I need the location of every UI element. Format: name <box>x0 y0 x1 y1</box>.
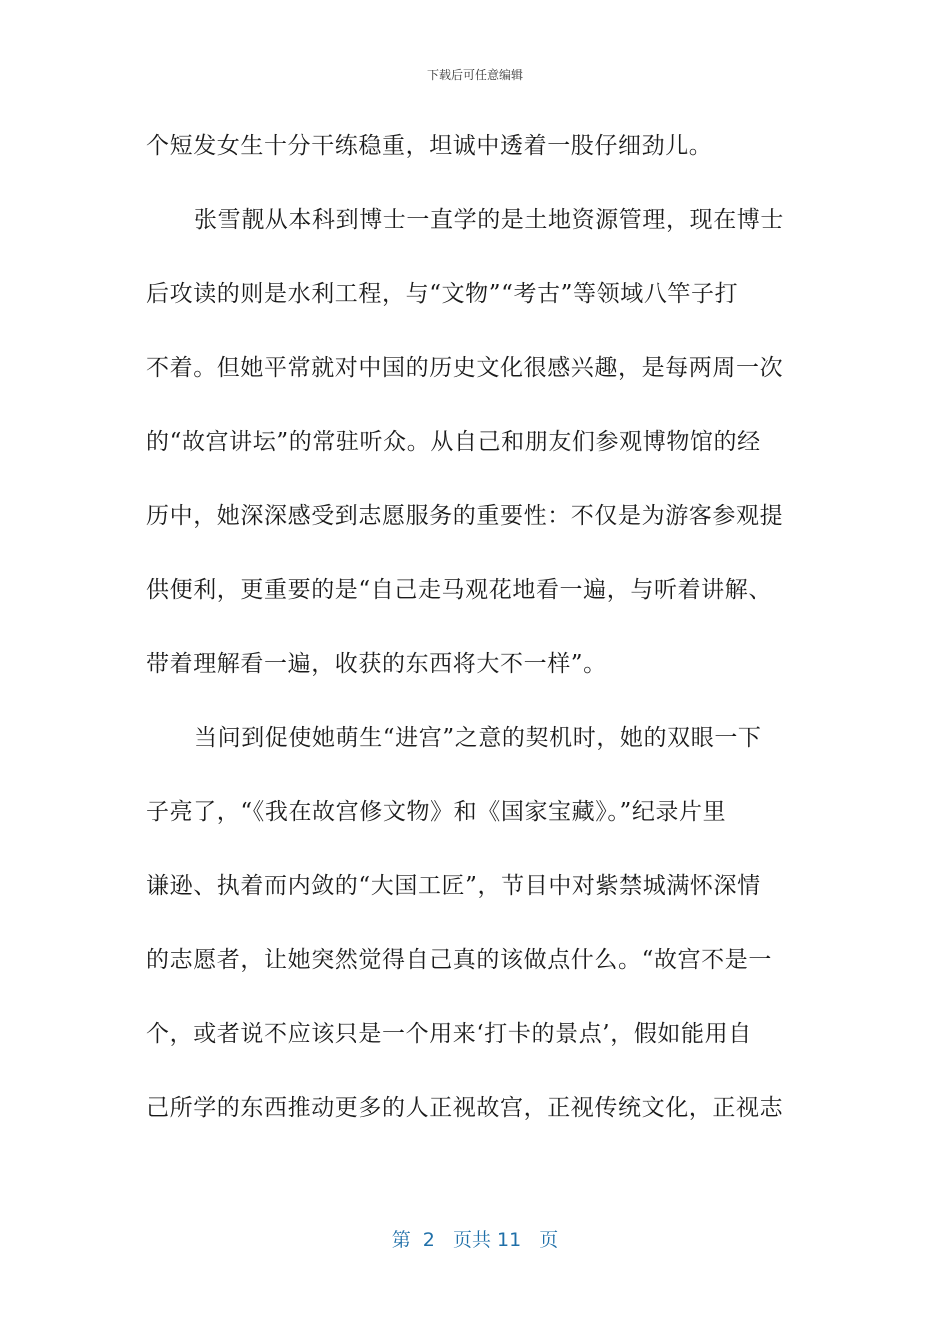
page-header: 下载后可任意编辑 <box>426 68 523 82</box>
text-line: 个，或者说不应该只是一个用来‘打卡的景点’，假如能用自 <box>146 1021 752 1047</box>
text-line: 子亮了，“《我在故宫修文物》和《国家宝藏》。”纪录片里 <box>146 799 727 825</box>
text-line: 带着理解看一遍，收获的东西将大不一样”。 <box>146 651 607 677</box>
text-line: 后攻读的则是水利工程，与“文物”“考古”等领域八竿子打 <box>146 281 739 307</box>
text-line: 不着。但她平常就对中国的历史文化很感兴趣，是每两周一次 <box>146 355 784 381</box>
text-line: 的志愿者，让她突然觉得自己真的该做点什么。“故宫不是一 <box>146 947 772 973</box>
page-number-footer: 第 2 页共 11 页 <box>391 1229 559 1251</box>
text-line: 历中，她深深感受到志愿服务的重要性：不仅是为游客参观提 <box>146 503 784 529</box>
text-line: 个短发女生十分干练稳重，坦诚中透着一股仔细劲儿。 <box>146 133 713 159</box>
paragraph-start-line: 张雪靓从本科到博士一直学的是土地资源管理，现在博士 <box>194 207 784 233</box>
text-line: 谦逊、执着而内敛的“大国工匠”，节目中对紫禁城满怀深情 <box>146 873 761 899</box>
text-line: 的“故宫讲坛”的常驻听众。从自己和朋友们参观博物馆的经 <box>146 429 761 455</box>
paragraph-start-line: 当问到促使她萌生“进宫”之意的契机时，她的双眼一下 <box>194 725 762 751</box>
text-line: 供便利，更重要的是“自己走马观花地看一遍，与听着讲解、 <box>146 577 772 603</box>
document-body <box>146 124 790 1160</box>
text-line: 己所学的东西推动更多的人正视故宫，正视传统文化，正视志 <box>146 1095 784 1121</box>
